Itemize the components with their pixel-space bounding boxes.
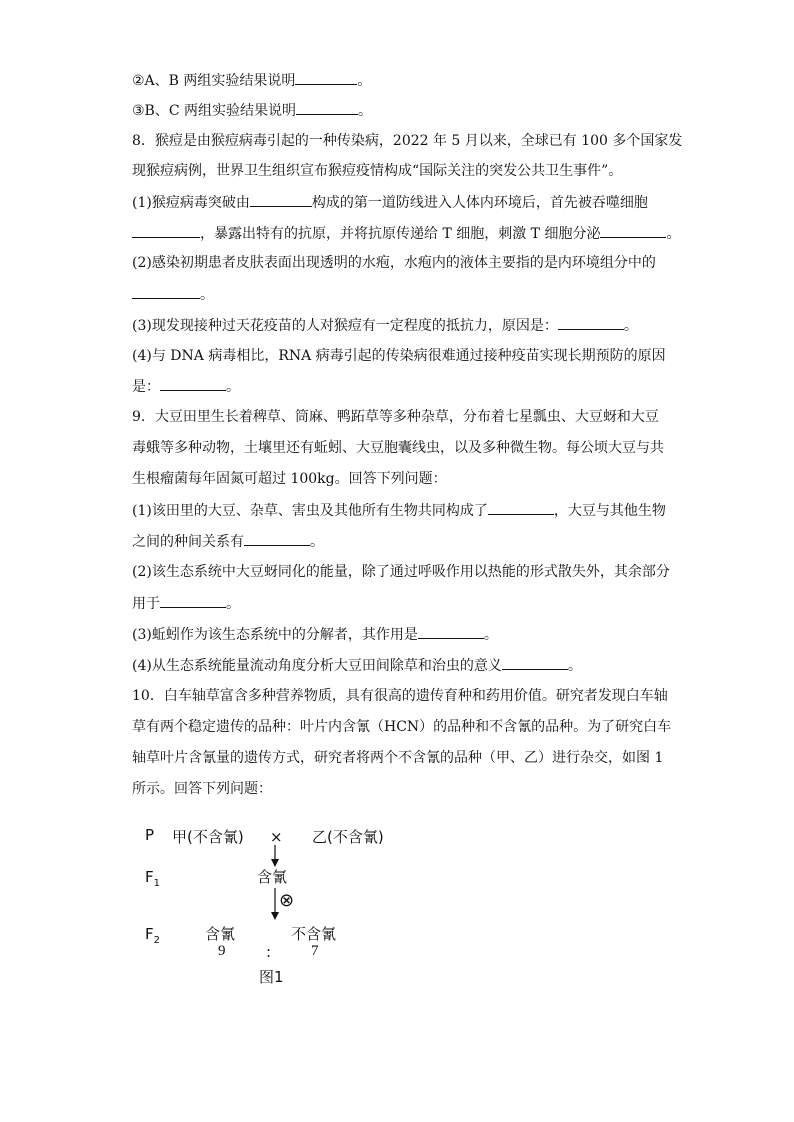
answer-blank	[132, 284, 200, 299]
text-line: (3)现发现接种过天花疫苗的人对猴痘有一定程度的抵抗力，原因是： 。	[132, 315, 638, 336]
text-line: 之间的种间关系有 。	[132, 531, 324, 552]
parent-1-label: 甲(不含氰)	[172, 828, 244, 846]
cross-symbol: ×	[270, 828, 283, 846]
answer-blank	[296, 100, 358, 115]
text-line: 毒蛾等多种动物，土壤里还有蚯蚓、大豆胞囊线虫，以及多种微生物。每公顷大豆与共	[132, 440, 664, 456]
text-line: (1)该田里的大豆、杂草、害虫及其他所有生物共同构成了 ，大豆与其他生物	[132, 500, 666, 521]
answer-blank	[418, 624, 484, 639]
text-line: 轴草叶片含氰量的遗传方式，研究者将两个不含氰的品种（甲、乙）进行杂交，如图 1	[132, 750, 664, 766]
answer-blank	[295, 70, 357, 85]
text-line: (1)猴痘病毒突破由 构成的第一道防线进入人体内环境后，首先被吞噬细胞	[132, 192, 648, 213]
text-line: ③B、C 两组实验结果说明 。	[132, 100, 372, 121]
generation-p-label: P	[145, 826, 155, 844]
text-line: 8．猴痘是由猴痘病毒引起的一种传染病，2022 年 5 月以来，全球已有 100 多个国家发	[132, 133, 683, 149]
text-line: 。	[132, 284, 214, 305]
answer-blank	[502, 655, 568, 670]
text-line: 所示。回答下列问题：	[132, 781, 272, 797]
text-line: 是： 。	[132, 376, 240, 397]
text-line: ，暴露出特有的抗原，并将抗原传递给 T 细胞，刺激 T 细胞分泌 。	[132, 223, 680, 244]
answer-blank	[558, 315, 624, 330]
text-line: 生根瘤菌每年固氮可超过 100kg。回答下列问题：	[132, 471, 447, 487]
answer-blank	[160, 593, 226, 608]
ratio-value-7: 7	[311, 943, 319, 959]
text-line: (3)蚯蚓作为该生态系统中的分解者，其作用是 。	[132, 624, 498, 645]
answer-blank	[600, 223, 666, 238]
f2-phenotype-acyanogenic: 不含氰	[291, 925, 337, 943]
selfing-symbol: ⊗	[279, 890, 295, 911]
answer-blank	[244, 531, 310, 546]
answer-blank	[132, 223, 200, 238]
answer-blank	[488, 500, 554, 515]
f2-phenotype-cyanogenic: 含氰	[205, 925, 236, 943]
text-line: (4)从生态系统能量流动角度分析大豆田间除草和治虫的意义 。	[132, 655, 582, 676]
ratio-colon: :	[266, 943, 272, 961]
ratio-value-9: 9	[218, 943, 226, 959]
text-line: (2)感染初期患者皮肤表面出现透明的水疱，水疱内的液体主要指的是内环境组分中的	[132, 255, 656, 271]
text-line: 现猴痘病例，世界卫生组织宣布猴痘疫情构成“国际关注的突发公共卫生事件”。	[132, 163, 623, 179]
text-line: (2)该生态系统中大豆蚜同化的能量，除了通过呼吸作用以热能的形式散失外，其余部分	[132, 564, 670, 580]
text-line: (4)与 DNA 病毒相比，RNA 病毒引起的传染病很难通过接种疫苗实现长期预防的原因	[132, 348, 666, 364]
text-line: 用于 。	[132, 593, 240, 614]
answer-blank	[160, 376, 226, 391]
generation-f1-label: $F_1$	[145, 868, 161, 889]
text-line: 草有两个稳定遗传的品种：叶片内含氰（HCN）的品种和不含氰的品种。为了研究白车	[132, 719, 672, 735]
generation-f2-label: $F_2$	[145, 925, 161, 946]
arrowhead-f1-to-f2	[271, 912, 279, 920]
text-line: ②A、B 两组实验结果说明 。	[132, 70, 371, 91]
parent-2-label: 乙(不含氰)	[312, 828, 384, 846]
text-line: 9．大豆田里生长着稗草、筒麻、鸭跖草等多种杂草，分布着七星瓢虫、大豆蚜和大豆	[132, 409, 659, 425]
text-line: 10．白车轴草富含多种营养物质，具有很高的遗传育种和药用价值。研究者发现白车轴	[132, 688, 668, 704]
answer-blank	[250, 192, 312, 207]
figure-caption: 图1	[259, 968, 284, 986]
f1-phenotype: 含氰	[257, 868, 288, 886]
